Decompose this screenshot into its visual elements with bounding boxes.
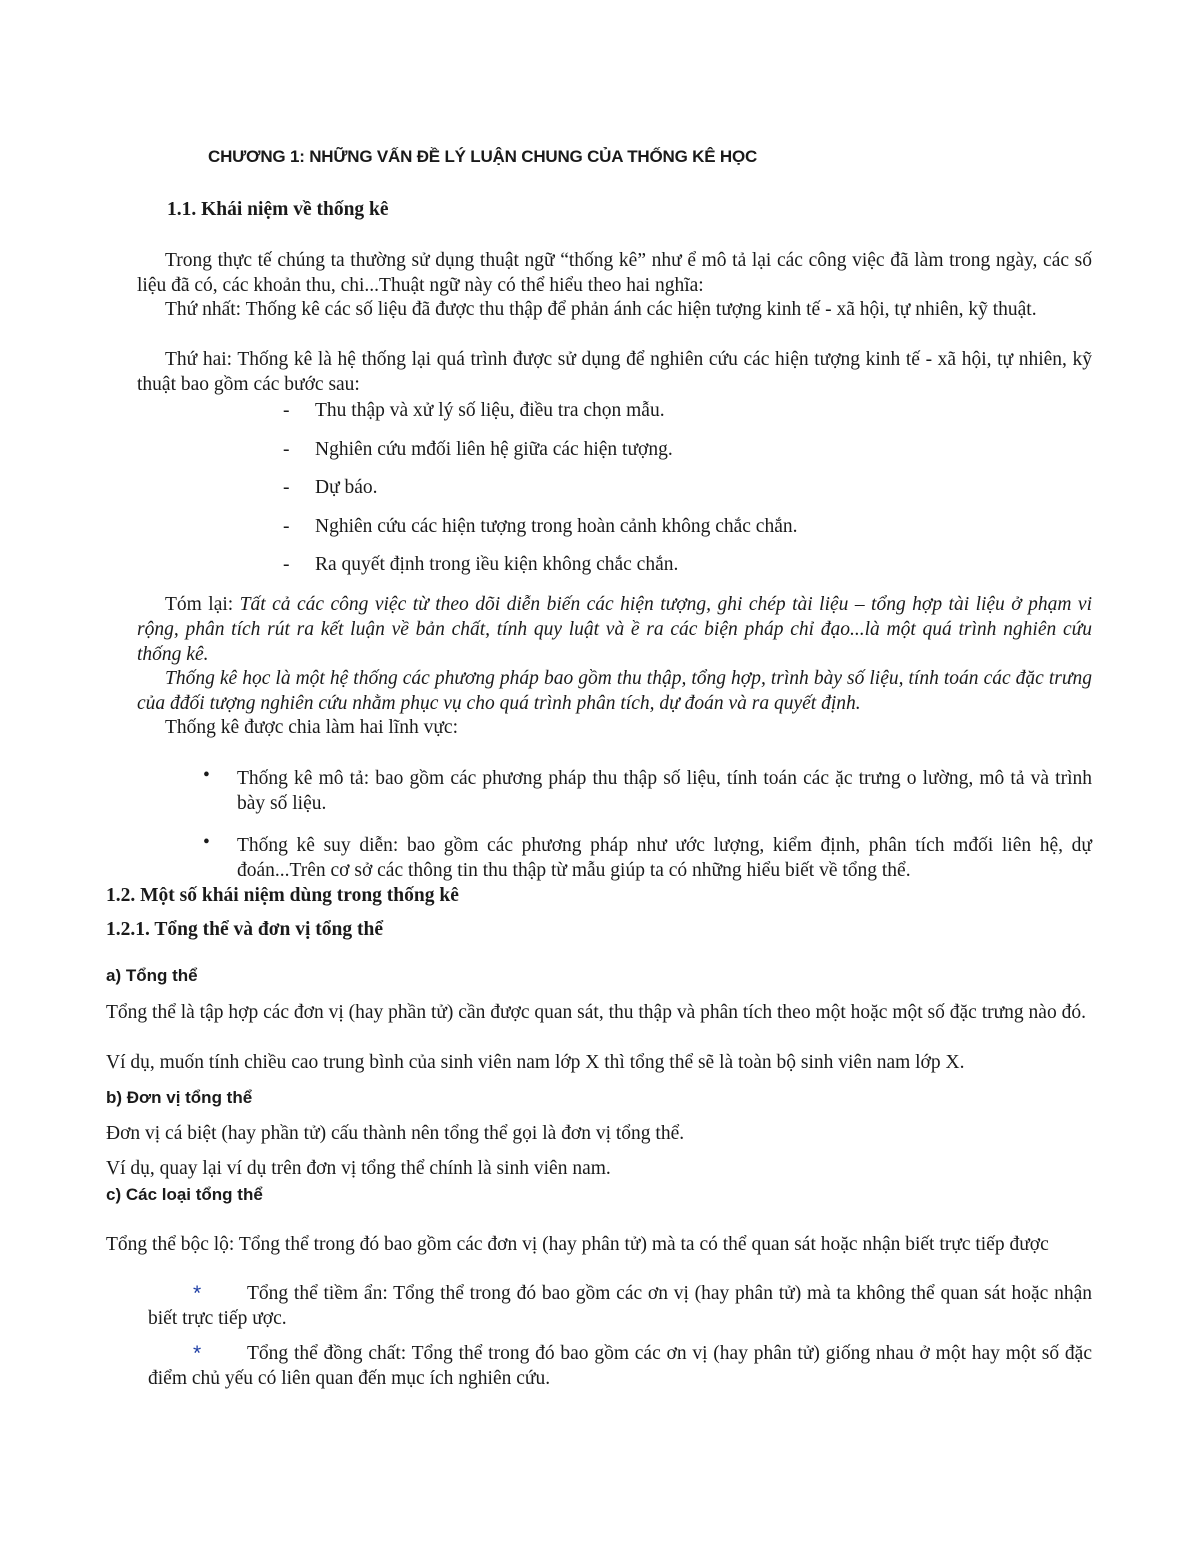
first-meaning-paragraph: Thứ nhất: Thống kê các số liệu đã được thu thập để phản ánh các hiện tượng kinh tế - xã hội, tự nhiên, kỹ thuật. [165, 299, 1037, 320]
list-item: Nghiên cứu mđối liên hệ giữa các hiện tượng. [315, 439, 673, 460]
chapter-title: CHƯƠNG 1: NHỮNG VẤN ĐỀ LÝ LUẬN CHUNG CỦA THỐNG KÊ HỌC [208, 147, 758, 166]
list-item: Thu thập và xử lý số liệu, điều tra chọn mẫu. [315, 400, 665, 421]
unit-example: Ví dụ, quay lại ví dụ trên đơn vị tổng thể chính là sinh viên nam. [106, 1158, 611, 1179]
definition-paragraph: Thống kê học là một hệ thống các phương pháp bao gồm thu thập, tổng hợp, trình bày số liệu, tính toán các đặc trưng của đđối tượng nghiên cứu nhằm phục vụ cho quá trình phân tích, dự đoán và ra quyết định. [137, 668, 1092, 714]
summary-text: Tất cả các công việc từ theo dõi diễn biến các hiện tượng, ghi chép tài liệu – tổng hợp tài liệu ở phạm vi rộng, phân tích rút ra kết luận về bản chất, tính quy luật và ề ra các biện pháp chỉ đạo...là một quá trình nghiên cứu thống kê. [137, 594, 1092, 665]
star-marker: * [193, 1342, 202, 1365]
bullet-marker: • [203, 765, 210, 786]
population-definition: Tổng thể là tập hợp các đơn vị (hay phần tử) cần được quan sát, thu thập và phân tích theo một hoặc một số đặc trưng nào đó. [106, 1002, 1086, 1023]
section-heading-1-2: 1.2. Một số khái niệm dùng trong thống kê [106, 885, 459, 906]
section-heading-1-1: 1.1. Khái niệm về thống kê [167, 199, 389, 220]
subsection-heading-1-2-1: 1.2.1. Tổng thể và đơn vị tổng thể [106, 919, 383, 940]
list-dash: - [283, 477, 290, 498]
list-item: Tổng thể đồng chất: Tổng thể trong đó bao gồm các ơn vị (hay phân tử) giống nhau ở một hay một số đặc điểm chủ yếu có liên quan đến mục ích nghiên cứu. [148, 1343, 1092, 1389]
heading-c-types: c) Các loại tổng thể [106, 1185, 263, 1204]
types-paragraph: Tổng thể bộc lộ: Tổng thể trong đó bao gồm các đơn vị (hay phân tử) mà ta có thể quan sát hoặc nhận biết trực tiếp được [106, 1234, 1049, 1255]
list-item: Thống kê mô tả: bao gồm các phương pháp thu thập số liệu, tính toán các ặc trưng o lường, mô tả và trình bày số liệu. [237, 768, 1092, 814]
summary-label: Tóm lại: [165, 594, 240, 615]
list-dash: - [283, 554, 290, 575]
bullet-marker: • [203, 832, 210, 853]
list-dash: - [283, 400, 290, 421]
list-item: Dự báo. [315, 477, 378, 498]
unit-definition: Đơn vị cá biệt (hay phần tử) cấu thành nên tổng thể gọi là đơn vị tổng thể. [106, 1123, 685, 1144]
second-meaning-paragraph: Thứ hai: Thống kê là hệ thống lại quá trình được sử dụng để nghiên cứu các hiện tượng kinh tế - xã hội, tự nhiên, kỹ thuật bao gồm các bước sau: [137, 349, 1092, 395]
list-item: Thống kê suy diễn: bao gồm các phương pháp như ước lượng, kiểm định, phân tích mđối liên hệ, dự đoán...Trên cơ sở các thông tin thu thập từ mẫu giúp ta có những hiểu biết về tổng thể. [237, 835, 1092, 881]
list-item: Nghiên cứu các hiện tượng trong hoàn cảnh không chắc chắn. [315, 516, 798, 537]
list-item: Ra quyết định trong iều kiện không chắc chắn. [315, 554, 679, 575]
population-example: Ví dụ, muốn tính chiều cao trung bình của sinh viên nam lớp X thì tổng thể sẽ là toàn bộ sinh viên nam lớp X. [106, 1052, 965, 1073]
list-dash: - [283, 439, 290, 460]
heading-a-population: a) Tổng thể [106, 966, 198, 985]
star-marker: * [193, 1282, 202, 1305]
list-dash: - [283, 516, 290, 537]
intro-paragraph: Trong thực tế chúng ta thường sử dụng thuật ngữ “thống kê” như ể mô tả lại các công việc đã làm trong ngày, các số liệu đã có, các khoản thu, chi...Thuật ngữ này có thể hiểu theo hai nghĩa: [137, 250, 1092, 296]
list-item: Tổng thể tiềm ẩn: Tổng thể trong đó bao gồm các ơn vị (hay phân tử) mà ta không thể quan sát hoặc nhận biết trực tiếp ược. [148, 1283, 1092, 1329]
fields-intro: Thống kê được chia làm hai lĩnh vực: [165, 717, 458, 738]
heading-b-unit: b) Đơn vị tổng thể [106, 1088, 253, 1107]
summary-paragraph [137, 592, 1092, 667]
